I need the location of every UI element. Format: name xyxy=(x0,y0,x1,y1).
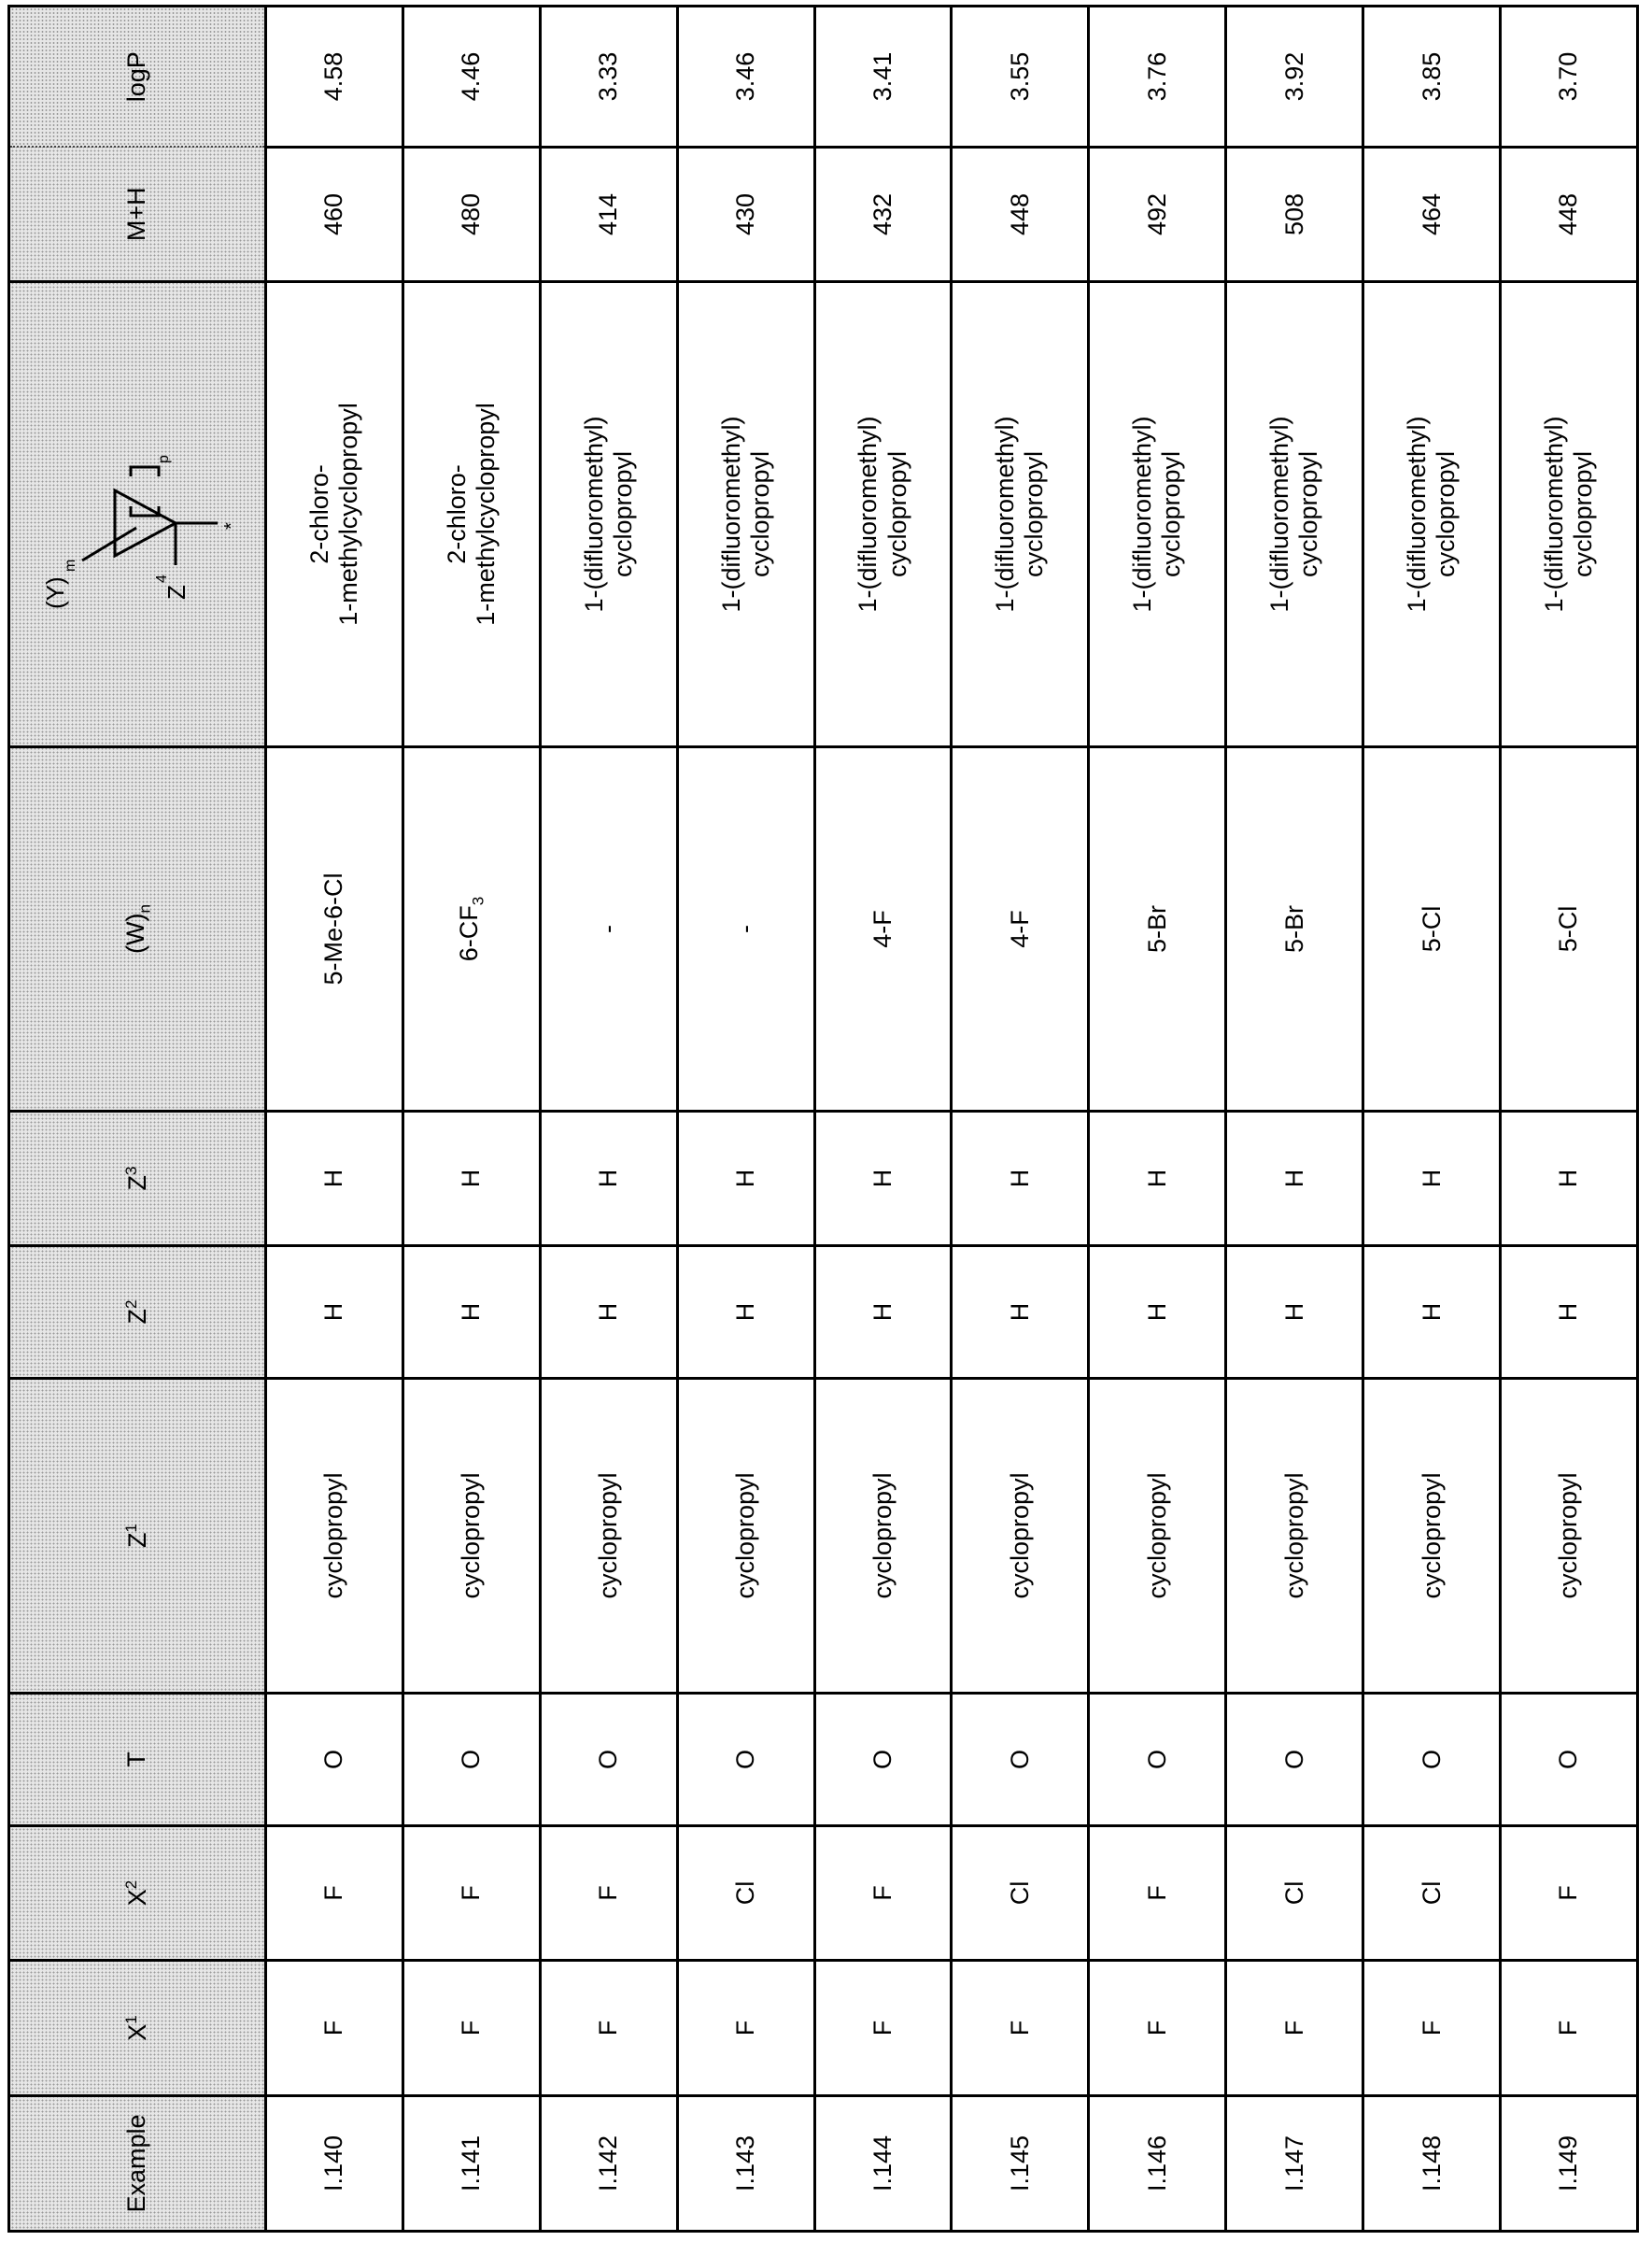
cell-x1: F xyxy=(1226,1961,1363,2096)
cell-mh: 432 xyxy=(814,148,952,282)
cell-x2: Cl xyxy=(677,1826,814,1961)
cell-x1: F xyxy=(402,1961,540,2096)
cell-z3: H xyxy=(677,1112,814,1246)
cell-x2: F xyxy=(402,1826,540,1961)
cell-t: O xyxy=(1501,1694,1638,1826)
svg-text:4: 4 xyxy=(154,575,170,584)
header-x2: X2 xyxy=(9,1826,266,1961)
cell-z2: H xyxy=(402,1246,540,1379)
cell-mh: 480 xyxy=(402,148,540,282)
y-line: 1-(difluoromethyl) xyxy=(854,283,882,745)
rotated-table-container xyxy=(7,7,1639,2233)
table-row xyxy=(402,7,540,2232)
cell-y xyxy=(266,282,403,747)
cell-z2: H xyxy=(1089,1246,1226,1379)
table-row xyxy=(266,7,403,2232)
cell-mh: 492 xyxy=(1089,148,1226,282)
cyclopropyl-structure-icon xyxy=(26,412,241,617)
cell-y xyxy=(540,282,677,747)
cell-example: I.141 xyxy=(402,2096,540,2232)
cell-w: - xyxy=(540,747,677,1112)
y-line: cyclopropyl xyxy=(883,283,912,745)
svg-text:m: m xyxy=(63,560,78,572)
table-row xyxy=(677,7,814,2232)
y-line: 1-(difluoromethyl) xyxy=(717,283,746,745)
cell-z1: cyclopropyl xyxy=(1089,1379,1226,1694)
cell-y xyxy=(402,282,540,747)
y-line: 2-chloro- xyxy=(443,283,472,745)
cell-x2: F xyxy=(1501,1826,1638,1961)
cell-z1: cyclopropyl xyxy=(952,1379,1089,1694)
cell-w: 4-F xyxy=(814,747,952,1112)
cell-z1: cyclopropyl xyxy=(814,1379,952,1694)
cell-w: 5-Cl xyxy=(1363,747,1501,1112)
header-mh: M+H xyxy=(9,148,266,282)
cell-w: 5-Cl xyxy=(1501,747,1638,1112)
header-row xyxy=(9,7,266,2232)
cell-z2: H xyxy=(814,1246,952,1379)
cell-x2: Cl xyxy=(1226,1826,1363,1961)
cell-x1: F xyxy=(540,1961,677,2096)
svg-text:(Y): (Y) xyxy=(41,577,69,610)
cell-t: O xyxy=(402,1694,540,1826)
cell-x2: Cl xyxy=(1363,1826,1501,1961)
y-line: cyclopropyl xyxy=(1569,283,1598,745)
y-line: cyclopropyl xyxy=(1020,283,1049,745)
cell-z3: H xyxy=(540,1112,677,1246)
cell-z1: cyclopropyl xyxy=(402,1379,540,1694)
cell-z3: H xyxy=(1501,1112,1638,1246)
cell-z2: H xyxy=(1363,1246,1501,1379)
cell-z1: cyclopropyl xyxy=(1501,1379,1638,1694)
cell-y xyxy=(814,282,952,747)
y-line: 1-(difluoromethyl) xyxy=(580,283,609,745)
cell-x1: F xyxy=(814,1961,952,2096)
cell-z3: H xyxy=(1089,1112,1226,1246)
cell-x1: F xyxy=(677,1961,814,2096)
cell-x1: F xyxy=(1089,1961,1226,2096)
cell-mh: 460 xyxy=(266,148,403,282)
cell-t: O xyxy=(540,1694,677,1826)
cell-example: I.142 xyxy=(540,2096,677,2232)
table-row xyxy=(540,7,677,2232)
header-y-structure xyxy=(9,282,266,747)
compound-table xyxy=(7,5,1639,2233)
cell-z3: H xyxy=(402,1112,540,1246)
cell-w: 5-Me-6-Cl xyxy=(266,747,403,1112)
cell-z2: H xyxy=(1226,1246,1363,1379)
cell-w xyxy=(402,747,540,1112)
cell-z1: cyclopropyl xyxy=(266,1379,403,1694)
cell-x2: F xyxy=(266,1826,403,1961)
cell-logp: 3.55 xyxy=(952,7,1089,148)
table-row xyxy=(1089,7,1226,2232)
y-line: 1-(difluoromethyl) xyxy=(1540,283,1569,745)
cell-z1: cyclopropyl xyxy=(677,1379,814,1694)
cell-y xyxy=(1226,282,1363,747)
y-line: 1-(difluoromethyl) xyxy=(991,283,1020,745)
header-z2: Z2 xyxy=(9,1246,266,1379)
y-line: 2-chloro- xyxy=(305,283,334,745)
cell-x2: F xyxy=(540,1826,677,1961)
y-line: 1-(difluoromethyl) xyxy=(1128,283,1157,745)
w-value: 6-CF xyxy=(455,905,483,961)
header-example: Example xyxy=(9,2096,266,2232)
cell-logp: 3.76 xyxy=(1089,7,1226,148)
y-line: cyclopropyl xyxy=(1294,283,1323,745)
cell-t: O xyxy=(1089,1694,1226,1826)
y-line: 1-methylcyclopropyl xyxy=(334,283,363,745)
y-line: cyclopropyl xyxy=(1157,283,1186,745)
cell-y xyxy=(952,282,1089,747)
cell-example: I.140 xyxy=(266,2096,403,2232)
cell-example: I.145 xyxy=(952,2096,1089,2232)
cell-z3: H xyxy=(1363,1112,1501,1246)
svg-text:*: * xyxy=(221,523,241,531)
cell-x1: F xyxy=(1501,1961,1638,2096)
y-line: cyclopropyl xyxy=(1432,283,1461,745)
cell-y xyxy=(677,282,814,747)
w-subscript: 3 xyxy=(470,897,487,905)
cell-z3: H xyxy=(952,1112,1089,1246)
cell-example: I.148 xyxy=(1363,2096,1501,2232)
cell-t: O xyxy=(952,1694,1089,1826)
cell-example: I.149 xyxy=(1501,2096,1638,2232)
y-line: cyclopropyl xyxy=(746,283,775,745)
cell-x1: F xyxy=(266,1961,403,2096)
cell-mh: 448 xyxy=(952,148,1089,282)
y-line: cyclopropyl xyxy=(609,283,638,745)
header-x1: X1 xyxy=(9,1961,266,2096)
cell-example: I.146 xyxy=(1089,2096,1226,2232)
cell-z2: H xyxy=(952,1246,1089,1379)
cell-logp: 3.85 xyxy=(1363,7,1501,148)
y-line: 1-(difluoromethyl) xyxy=(1403,283,1432,745)
cell-example: I.144 xyxy=(814,2096,952,2232)
cell-x2: Cl xyxy=(952,1826,1089,1961)
cell-logp: 4.46 xyxy=(402,7,540,148)
header-logp: logP xyxy=(9,7,266,148)
cell-w: 5-Br xyxy=(1089,747,1226,1112)
cell-logp: 3.92 xyxy=(1226,7,1363,148)
cell-mh: 448 xyxy=(1501,148,1638,282)
cell-z2: H xyxy=(540,1246,677,1379)
y-line: 1-methylcyclopropyl xyxy=(472,283,501,745)
cell-z3: H xyxy=(266,1112,403,1246)
y-line: 1-(difluoromethyl) xyxy=(1265,283,1294,745)
header-z1: Z1 xyxy=(9,1379,266,1694)
cell-z3: H xyxy=(814,1112,952,1246)
cell-t: O xyxy=(1363,1694,1501,1826)
cell-z1: cyclopropyl xyxy=(1363,1379,1501,1694)
cell-mh: 464 xyxy=(1363,148,1501,282)
table-row xyxy=(1226,7,1363,2232)
cell-mh: 508 xyxy=(1226,148,1363,282)
cell-y xyxy=(1363,282,1501,747)
cell-z3: H xyxy=(1226,1112,1363,1246)
cell-t: O xyxy=(814,1694,952,1826)
cell-w: - xyxy=(677,747,814,1112)
cell-mh: 430 xyxy=(677,148,814,282)
cell-t: O xyxy=(677,1694,814,1826)
cell-x1: F xyxy=(952,1961,1089,2096)
svg-text:Z: Z xyxy=(162,586,191,601)
cell-example: I.147 xyxy=(1226,2096,1363,2232)
cell-logp: 3.46 xyxy=(677,7,814,148)
cell-x2: F xyxy=(814,1826,952,1961)
cell-x2: F xyxy=(1089,1826,1226,1961)
cell-y xyxy=(1089,282,1226,747)
cell-z2: H xyxy=(1501,1246,1638,1379)
cell-example: I.143 xyxy=(677,2096,814,2232)
cell-t: O xyxy=(1226,1694,1363,1826)
cell-w: 4-F xyxy=(952,747,1089,1112)
cell-x1: F xyxy=(1363,1961,1501,2096)
cell-logp: 3.33 xyxy=(540,7,677,148)
cell-z1: cyclopropyl xyxy=(1226,1379,1363,1694)
cell-logp: 3.70 xyxy=(1501,7,1638,148)
cell-z2: H xyxy=(677,1246,814,1379)
cell-logp: 4.58 xyxy=(266,7,403,148)
cell-mh: 414 xyxy=(540,148,677,282)
table-row xyxy=(952,7,1089,2232)
header-w: (W)n xyxy=(9,747,266,1112)
table-row xyxy=(1501,7,1638,2232)
cell-logp: 3.41 xyxy=(814,7,952,148)
cell-y xyxy=(1501,282,1638,747)
cell-t: O xyxy=(266,1694,403,1826)
cell-w: 5-Br xyxy=(1226,747,1363,1112)
header-z3: Z3 xyxy=(9,1112,266,1246)
table-row xyxy=(1363,7,1501,2232)
cell-z1: cyclopropyl xyxy=(540,1379,677,1694)
cell-z2: H xyxy=(266,1246,403,1379)
svg-text:p: p xyxy=(156,456,172,464)
header-t: T xyxy=(9,1694,266,1826)
table-row xyxy=(814,7,952,2232)
